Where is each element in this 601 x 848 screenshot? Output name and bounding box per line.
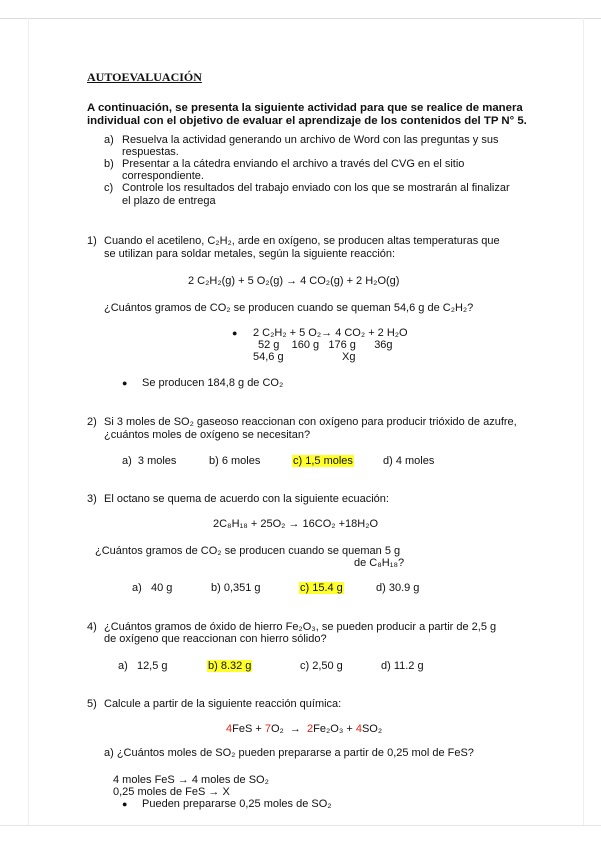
q1-equation: 2 C₂H₂(g) + 5 O₂(g) → 4 CO₂(g) + 2 H₂O(g)	[188, 275, 400, 287]
instruction-a-line-2: respuestas.	[122, 146, 179, 158]
q5-sub-question: a) ¿Cuántos moles de SO₂ pueden prepararse a partir de 0,25 mol de FeS?	[104, 747, 474, 759]
q3-option-c-correct: c) 15.4 g	[300, 582, 343, 594]
q2-line-2: ¿cuántos moles de oxígeno se necesitan?	[104, 429, 311, 441]
page-right-margin	[583, 18, 584, 826]
q4-option-d: d) 11.2 g	[381, 660, 424, 672]
page-left-margin	[28, 18, 29, 826]
instruction-a-marker: a)	[104, 134, 114, 146]
instruction-b-line-1: Presentar a la cátedra enviando el archivo a través del CVG en el sitio	[122, 158, 465, 170]
q4-option-b-correct: b) 8.32 g	[208, 660, 252, 672]
q5-work-line-2: 0,25 moles de FeS → X	[113, 786, 230, 798]
q5-coef-fes: 4	[226, 723, 233, 735]
q3-option-d: d) 30.9 g	[376, 582, 420, 594]
q1-number: 1)	[87, 235, 97, 247]
q1-work-equation: 2 C₂H₂ + 5 O₂→ 4 CO₂ + 2 H₂O	[253, 327, 408, 339]
q5-eq-part-3: Fe₂O₃ +	[313, 723, 356, 735]
q3-number: 3)	[87, 493, 97, 505]
q4-number: 4)	[87, 621, 97, 633]
q5-eq-part-1: FeS +	[232, 723, 265, 735]
q3-question-line-2: de C₈H₁₈?	[354, 557, 405, 569]
page-top-border	[0, 18, 601, 19]
q1-answer-bullet: ●	[122, 378, 128, 388]
page-title: AUTOEVALUACIÓN	[87, 70, 202, 84]
q4-option-c: c) 2,50 g	[300, 660, 343, 672]
q3-option-b: b) 0,351 g	[211, 582, 261, 594]
q2-option-d: d) 4 moles	[383, 455, 435, 467]
q1-work-masses: 52 g 160 g 176 g 36g	[258, 339, 393, 351]
instruction-b-marker: b)	[104, 158, 114, 170]
q3-question-line-1: ¿Cuántos gramos de CO₂ se producen cuando se queman 5 g	[95, 545, 401, 557]
q1-answer: Se producen 184,8 g de CO₂	[142, 377, 284, 389]
q5-coef-fe2o3: 2	[307, 723, 314, 735]
q5-answer: Pueden prepararse 0,25 moles de SO₂	[142, 798, 332, 810]
q5-equation	[226, 723, 382, 735]
q1-work-bullet: ●	[232, 328, 238, 338]
instruction-a-line-1: Resuelva la actividad generando un archivo de Word con las preguntas y sus	[122, 134, 499, 146]
q5-line-1: Calcule a partir de la siguiente reacción química:	[104, 698, 342, 710]
q4-line-2: de oxígeno que reaccionan con hierro sólido?	[104, 633, 327, 645]
intro-line-2: individual con el objetivo de evaluar el aprendizaje de los contenidos del TP N° 5.	[87, 115, 527, 127]
q1-work-given: 54,6 g	[253, 351, 284, 363]
q5-eq-part-2: O₂ →	[270, 723, 308, 735]
q4-line-1: ¿Cuántos gramos de óxido de hierro Fe₂O₃, se pueden producir a partir de 2,5 g	[104, 621, 497, 633]
q5-coef-o2: 7	[264, 723, 271, 735]
q1-work-unknown: Xg	[342, 351, 356, 363]
instruction-c-marker: c)	[104, 182, 114, 194]
instruction-c-line-1: Controle los resultados del trabajo enviado con los que se mostrarán al finalizar	[122, 182, 510, 194]
q3-option-a: a) 40 g	[132, 582, 173, 594]
q5-work-line-1: 4 moles FeS → 4 moles de SO₂	[113, 774, 269, 786]
q3-line-1: El octano se quema de acuerdo con la siguiente ecuación:	[104, 493, 389, 505]
q2-option-a: a) 3 moles	[122, 455, 177, 467]
q5-coef-so2: 4	[355, 723, 362, 735]
q2-number: 2)	[87, 416, 97, 428]
q1-question: ¿Cuántos gramos de CO₂ se producen cuando se queman 54,6 g de C₂H₂?	[104, 302, 474, 314]
q2-line-1: Si 3 moles de SO₂ gaseoso reaccionan con oxígeno para producir trióxido de azufre,	[104, 416, 517, 428]
q5-eq-part-4: SO₂	[361, 723, 383, 735]
q2-option-c-correct: c) 1,5 moles	[293, 455, 353, 467]
instruction-b-line-2: correspondiente.	[122, 170, 204, 182]
q5-number: 5)	[87, 698, 97, 710]
page-bottom-border	[0, 825, 601, 826]
q4-option-a: a) 12,5 g	[118, 660, 168, 672]
intro-line-1: A continuación, se presenta la siguiente actividad para que se realice de manera	[87, 102, 523, 114]
q2-option-b: b) 6 moles	[209, 455, 261, 467]
q3-equation: 2C₈H₁₈ + 25O₂ → 16CO₂ +18H₂O	[213, 518, 379, 530]
q1-line-2: se utilizan para soldar metales, según la siguiente reacción:	[104, 248, 396, 260]
q1-line-1: Cuando el acetileno, C₂H₂, arde en oxígeno, se producen altas temperaturas que	[104, 235, 500, 247]
q5-answer-bullet: ●	[122, 799, 128, 809]
instruction-c-line-2: el plazo de entrega	[122, 195, 216, 207]
